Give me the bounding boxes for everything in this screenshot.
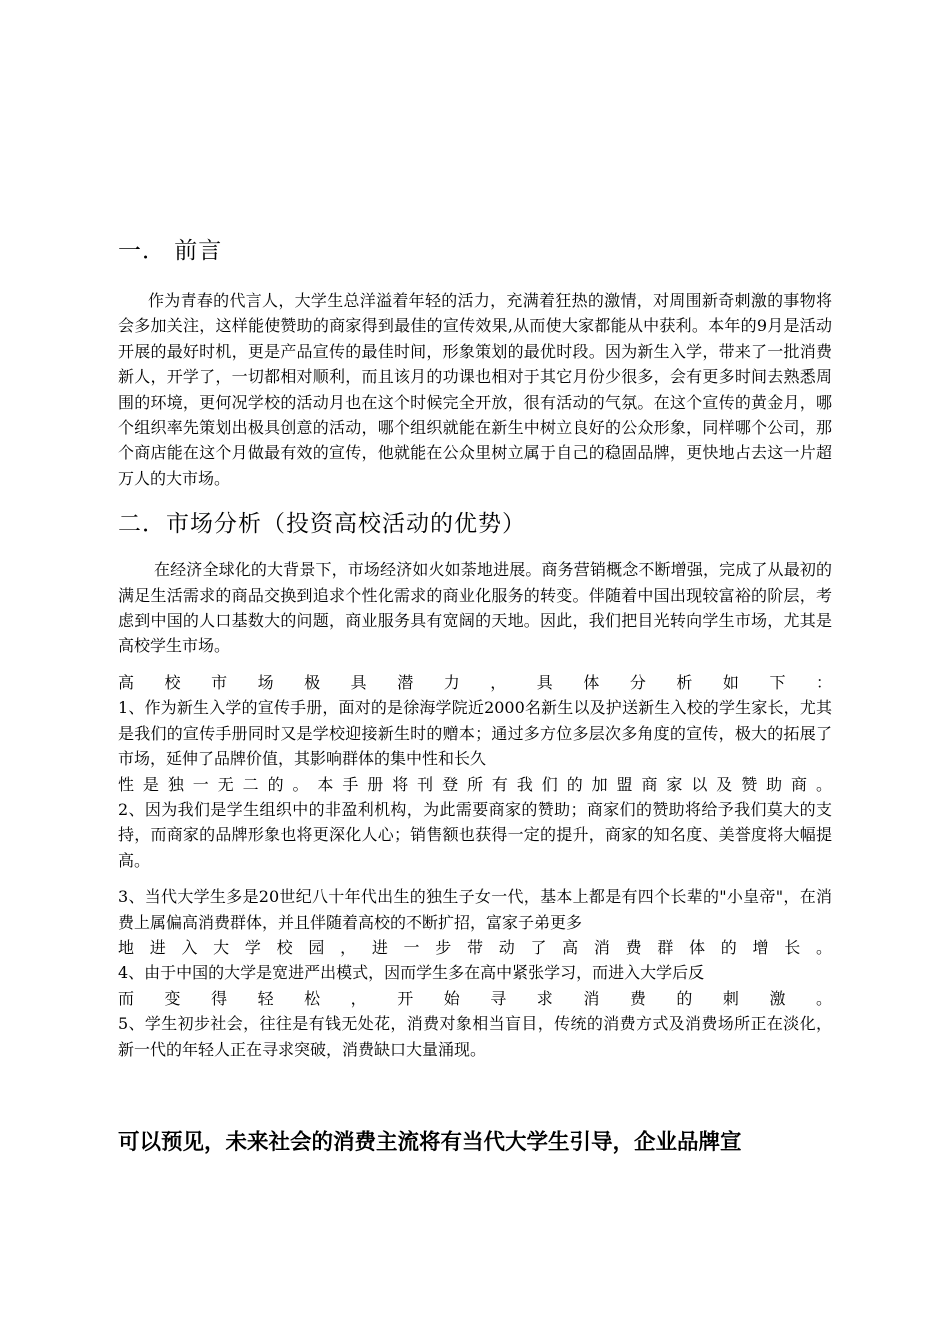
closing-statement: 可以预见，未来社会的消费主流将有当代大学生引导，企业品牌宣 [118,1129,742,1155]
point-3-body: 3、当代大学生多是20世纪八十年代出生的独生子女一代，基本上都是有四个长辈的"小皇帝"，在消费上属偏高消费群体，并且伴随着高校的不断扩招，富家子弟更多 [118,887,832,932]
point-1-body: 1、作为新生入学的宣传手册，面对的是徐海学院近2000名新生以及护送新生入校的学生家长，尤其是我们的宣传手册同时又是学校迎接新生时的赠本；通过多方位多层次多角度的宣传，极大的拓展了市场，延伸了品牌价值，其影响群体的集中性和长久 [118,698,832,769]
analysis-lead: 高校市场极具潜力，具体分析如下： [118,672,832,692]
section1-heading: 一． 前言 [118,238,223,264]
section1-paragraph: 作为青春的代言人，大学生总洋溢着年轻的活力，充满着狂热的激情，对周围新奇刺激的事物将会多加关注，这样能使赞助的商家得到最佳的宣传效果,从而使大家都能从中获利。本年的9月是活动开展的最好时机，更是产品宣传的最佳时间，形象策划的最优时段。因为新生入学，带来了一批消费新人，开学了，一切都相对顺利，而且该月的功课也相对于其它月份少很多，会有更多时间去熟悉周围的环境，更何况学校的活动月也在这个时候完全开放，很有活动的气氛。在这个宣传的黄金月，哪个组织率先策划出极具创意的活动，哪个组织就能在新生中树立良好的公众形象，同样哪个公司，那个商店能在这个月做最有效的宣传，他就能在公众里树立属于自己的稳固品牌，更快地占去这一片超万人的大市场。 [118,291,832,488]
document-page [118,234,832,1158]
section2-intro: 在经济全球化的大背景下，市场经济如火如荼地进展。商务营销概念不断增强，完成了从最初的满足生活需求的商品交换到追求个性化需求的商业化服务的转变。伴随着中国出现较富裕的阶层，考虑到中国的人口基数大的问题，商业服务具有宽阔的天地。因此，我们把目光转向学生市场，尤其是高校学生市场。 [118,560,832,656]
point-1-last-line: 性是独一无二的。本手册将刊登所有我们的加盟商家以及赞助商。 [118,774,832,794]
point-4-body: 4、由于中国的大学是宽进严出模式，因而学生多在高中紧张学习，而进入大学后反 [118,963,705,983]
point-3-last-line: 地进入大学校园，进一步带动了高消费群体的增长。 [118,937,832,957]
section2-heading: 二．市场分析（投资高校活动的优势） [118,511,526,538]
analysis-list-continued [118,884,832,1062]
point-5: 5、学生初步社会，往往是有钱无处花，消费对象相当盲目，传统的消费方式及消费场所正在淡化，新一代的年轻人正在寻求突破，消费缺口大量涌现。 [118,1014,832,1059]
point-2: 2、因为我们是学生组织中的非盈利机构，为此需要商家的赞助；商家们的赞助将给予我们莫大的支持，而商家的品牌形象也将更深化人心；销售额也获得一定的提升，商家的知名度、美誉度将大幅提高。 [118,799,832,870]
point-4-last-line: 而变得轻松，开始寻求消费的刺激。 [118,988,832,1008]
analysis-list [118,670,832,873]
